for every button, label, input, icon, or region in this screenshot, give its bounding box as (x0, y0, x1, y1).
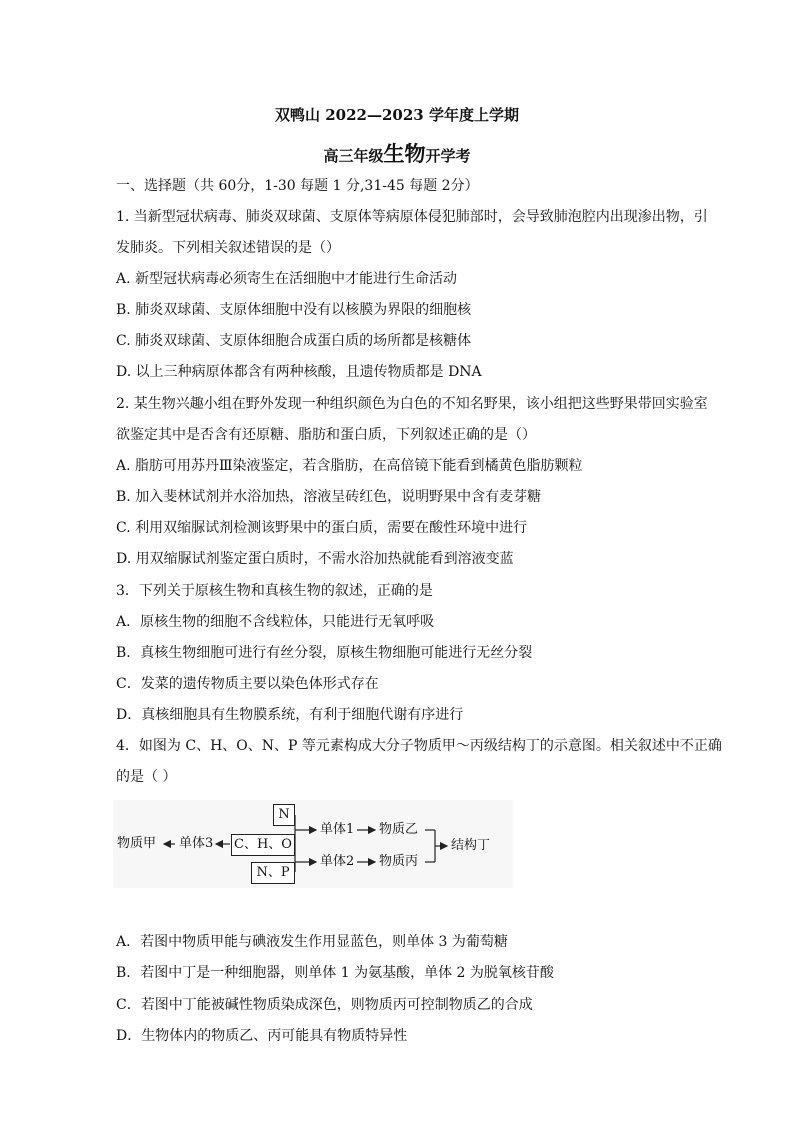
box-elements-cho: C、H、O (231, 834, 295, 856)
q2-option-a: A. 脂肪可用苏丹Ⅲ染液鉴定，若含脂肪，在高倍镜下能看到橘黄色脂肪颗粒 (116, 458, 583, 474)
q2-option-d: D. 用双缩脲试剂鉴定蛋白质时，不需水浴加热就能看到溶液变蓝 (116, 551, 514, 567)
label-monomer-2: 单体2 (320, 854, 355, 869)
element-composition-diagram (113, 800, 513, 888)
subtitle-exam: 开学考 (425, 147, 471, 165)
q3-option-a: A．原核生物的细胞不含线粒体，只能进行无氧呼吸 (116, 614, 435, 630)
q3-option-d: D．真核细胞具有生物膜系统，有利于细胞代谢有序进行 (116, 707, 464, 723)
q4-option-a: A．若图中物质甲能与碘液发生作用显蓝色，则单体 3 为葡萄糖 (116, 934, 508, 950)
q1-option-a: A. 新型冠状病毒必须寄生在活细胞中才能进行生命活动 (116, 271, 458, 287)
exam-school-title: 双鸭山 2022—2023 学年度上学期 (275, 106, 519, 124)
q4-stem-line1: 4．如图为 C、H、O、N、P 等元素构成大分子物质甲～丙级结构丁的示意图。相关叙述中不正确 (116, 738, 722, 754)
label-substance-jia: 物质甲 (117, 836, 157, 851)
q2-stem-line2: 欲鉴定其中是否含有还原糖、脂肪和蛋白质，下列叙述正确的是（） (116, 427, 536, 443)
q1-option-c: C. 肺炎双球菌、支原体细胞合成蛋白质的场所都是核糖体 (116, 333, 472, 349)
q2-stem-line1: 2. 某生物兴趣小组在野外发现一种组织颜色为白色的不知名野果，该小组把这些野果带回实验室 (116, 396, 708, 412)
subtitle-subject: 生物 (383, 141, 426, 166)
q4-option-c: C．若图中丁能被碱性物质染成深色，则物质丙可控制物质乙的合成 (116, 997, 533, 1013)
q3-option-c: C．发菜的遗传物质主要以染色体形式存在 (116, 676, 379, 692)
q2-option-c: C. 利用双缩脲试剂检测该野果中的蛋白质，需要在酸性环境中进行 (116, 520, 528, 536)
q4-stem-line2: 的是（ ） (116, 769, 177, 785)
label-monomer-1: 单体1 (320, 822, 355, 837)
q1-stem-line1: 1. 当新型冠状病毒、肺炎双球菌、支原体等病原体侵犯肺部时，会导致肺泡腔内出现渗出物，引 (116, 209, 708, 225)
q1-option-d: D. 以上三种病原体都含有两种核酸，且遗传物质都是 DNA (116, 364, 482, 380)
box-elements-np: N、P (251, 862, 295, 884)
box-element-n: N (273, 804, 295, 826)
label-monomer-3: 单体3 (179, 836, 214, 851)
q4-option-b: B．若图中丁是一种细胞器，则单体 1 为氨基酸，单体 2 为脱氧核苷酸 (116, 965, 554, 981)
section-heading: 一、选择题（共 60分，1-30 每题 1 分,31-45 每题 2分） (116, 178, 479, 194)
q4-option-d: D．生物体内的物质乙、丙可能具有物质特异性 (116, 1028, 408, 1044)
q2-option-b: B. 加入斐林试剂并水浴加热，溶液呈砖红色，说明野果中含有麦芽糖 (116, 489, 542, 505)
label-substance-bing: 物质丙 (379, 854, 419, 869)
exam-subtitle (0, 138, 794, 168)
q3-option-b: B．真核生物细胞可进行有丝分裂，原核生物细胞可能进行无丝分裂 (116, 645, 533, 661)
subtitle-grade: 高三年级 (323, 147, 384, 165)
label-structure-ding: 结构丁 (451, 838, 491, 853)
q3-stem: 3．下列关于原核生物和真核生物的叙述，正确的是 (116, 583, 433, 599)
q1-option-b: B. 肺炎双球菌、支原体细胞中没有以核膜为界限的细胞核 (116, 302, 472, 318)
label-substance-yi: 物质乙 (379, 822, 419, 837)
q1-stem-line2: 发肺炎。下列相关叙述错误的是（） (116, 240, 340, 256)
